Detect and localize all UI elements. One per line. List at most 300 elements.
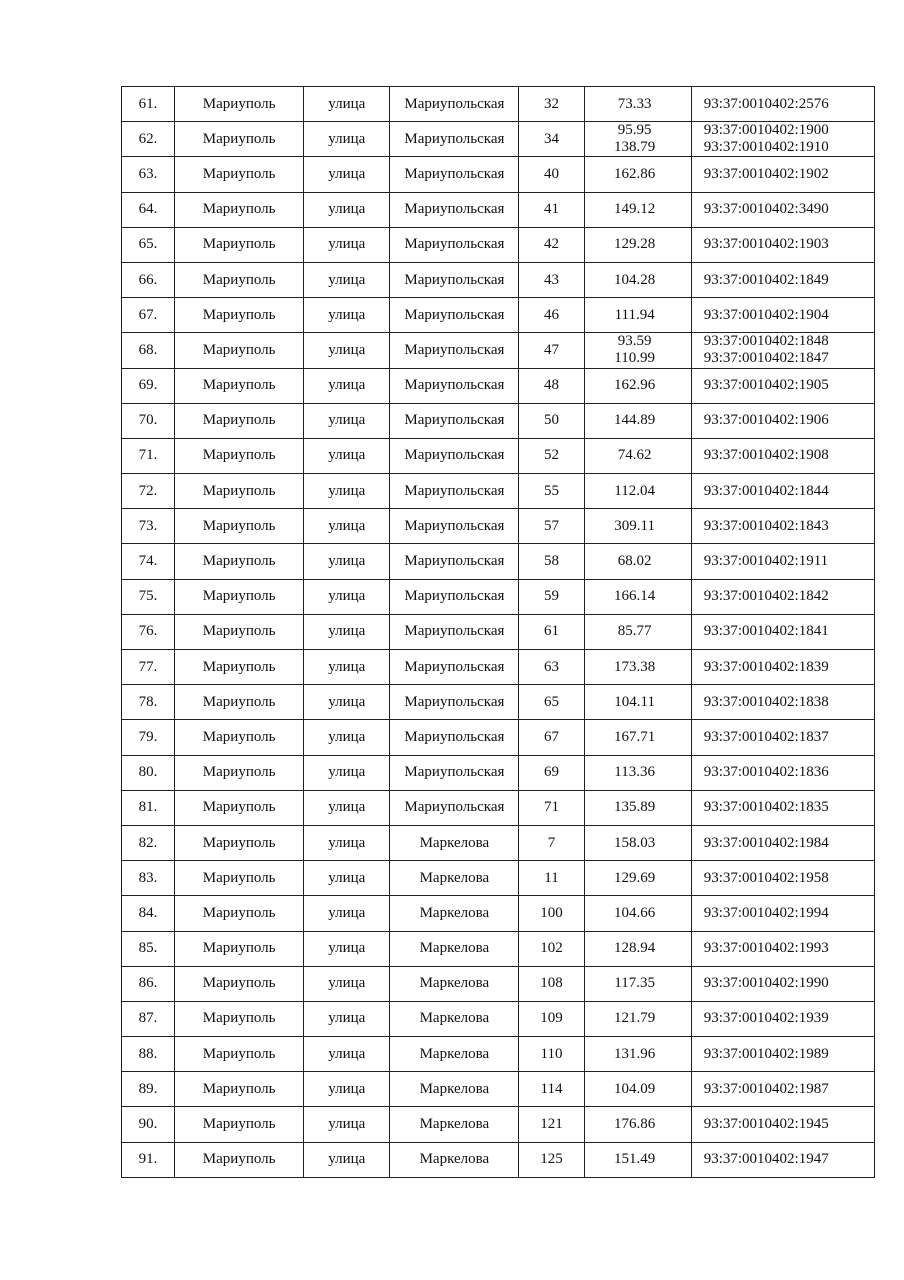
city-cell: Мариуполь	[175, 685, 304, 720]
street-name-cell: Мариупольская	[390, 474, 519, 509]
table-row	[122, 1142, 875, 1177]
cadastral-number-cell	[691, 544, 874, 579]
cadastral-number-cell	[691, 122, 874, 157]
area-cell	[584, 157, 691, 192]
street-name-cell: Мариупольская	[390, 755, 519, 790]
house-number-cell: 42	[519, 227, 584, 262]
area-cell	[584, 896, 691, 931]
city-cell: Мариуполь	[175, 1001, 304, 1036]
city-cell: Мариуполь	[175, 720, 304, 755]
area-value: 68.02	[617, 553, 652, 570]
table-row	[122, 720, 875, 755]
city-cell: Мариуполь	[175, 861, 304, 896]
row-number-cell: 70.	[122, 403, 175, 438]
street-type-cell: улица	[304, 438, 390, 473]
area-value: 309.11	[614, 517, 655, 534]
row-number-cell: 66.	[122, 262, 175, 297]
cadastral-number-cell	[691, 368, 874, 403]
area-cell	[584, 755, 691, 790]
house-number-cell: 125	[519, 1142, 584, 1177]
house-number-cell: 47	[519, 333, 584, 368]
row-number-cell: 76.	[122, 614, 175, 649]
house-number-cell: 55	[519, 474, 584, 509]
cadastral-number: 93:37:0010402:1947	[703, 1151, 829, 1168]
cadastral-number: 93:37:0010402:1910	[703, 139, 829, 156]
street-name-cell: Мариупольская	[390, 157, 519, 192]
street-type-cell: улица	[304, 403, 390, 438]
table-row	[122, 614, 875, 649]
row-number-cell: 62.	[122, 122, 175, 157]
cadastral-number: 93:37:0010402:1908	[703, 447, 829, 464]
street-type-cell: улица	[304, 544, 390, 579]
cadastral-number-cell	[691, 227, 874, 262]
house-number-cell: 40	[519, 157, 584, 192]
street-name-cell: Мариупольская	[390, 544, 519, 579]
table-row	[122, 368, 875, 403]
city-cell: Мариуполь	[175, 227, 304, 262]
area-cell	[584, 650, 691, 685]
cadastral-number-cell	[691, 509, 874, 544]
cadastral-number-cell	[691, 157, 874, 192]
cadastral-number-cell	[691, 825, 874, 860]
city-cell: Мариуполь	[175, 614, 304, 649]
table-row	[122, 403, 875, 438]
street-name-cell: Мариупольская	[390, 87, 519, 122]
street-name-cell: Мариупольская	[390, 333, 519, 368]
street-name-cell: Мариупольская	[390, 579, 519, 614]
cadastral-number-cell	[691, 262, 874, 297]
cadastral-number: 93:37:0010402:1841	[703, 623, 829, 640]
street-type-cell: улица	[304, 474, 390, 509]
street-type-cell: улица	[304, 650, 390, 685]
table-body	[122, 87, 875, 1178]
table-row	[122, 122, 875, 157]
cadastral-number-cell	[691, 650, 874, 685]
cadastral-number-cell	[691, 931, 874, 966]
city-cell: Мариуполь	[175, 650, 304, 685]
house-number-cell: 50	[519, 403, 584, 438]
street-type-cell: улица	[304, 1142, 390, 1177]
table-row	[122, 1107, 875, 1142]
city-cell: Мариуполь	[175, 403, 304, 438]
street-type-cell: улица	[304, 509, 390, 544]
city-cell: Мариуполь	[175, 1037, 304, 1072]
area-cell	[584, 931, 691, 966]
table-row	[122, 966, 875, 1001]
row-number-cell: 79.	[122, 720, 175, 755]
row-number-cell: 86.	[122, 966, 175, 1001]
street-name-cell: Мариупольская	[390, 790, 519, 825]
area-cell	[584, 1142, 691, 1177]
area-value: 104.28	[614, 271, 656, 288]
table-row	[122, 755, 875, 790]
area-cell	[584, 1072, 691, 1107]
house-number-cell: 11	[519, 861, 584, 896]
street-name-cell: Маркелова	[390, 1142, 519, 1177]
area-cell	[584, 122, 691, 157]
cadastral-number-cell	[691, 685, 874, 720]
row-number-cell: 78.	[122, 685, 175, 720]
area-value: 104.09	[614, 1080, 656, 1097]
street-type-cell: улица	[304, 931, 390, 966]
row-number-cell: 63.	[122, 157, 175, 192]
city-cell: Мариуполь	[175, 544, 304, 579]
street-type-cell: улица	[304, 1001, 390, 1036]
street-name-cell: Мариупольская	[390, 403, 519, 438]
city-cell: Мариуполь	[175, 87, 304, 122]
table-row	[122, 650, 875, 685]
street-name-cell: Маркелова	[390, 1107, 519, 1142]
city-cell: Мариуполь	[175, 262, 304, 297]
street-name-cell: Мариупольская	[390, 227, 519, 262]
area-cell	[584, 861, 691, 896]
street-type-cell: улица	[304, 368, 390, 403]
area-cell	[584, 685, 691, 720]
table-row	[122, 1001, 875, 1036]
street-name-cell: Маркелова	[390, 931, 519, 966]
street-name-cell: Мариупольская	[390, 614, 519, 649]
house-number-cell: 100	[519, 896, 584, 931]
table-row	[122, 1072, 875, 1107]
street-name-cell: Мариупольская	[390, 509, 519, 544]
cadastral-number: 93:37:0010402:1835	[703, 799, 829, 816]
cadastral-number: 93:37:0010402:1900	[703, 122, 829, 139]
cadastral-number-cell	[691, 966, 874, 1001]
street-name-cell: Мариупольская	[390, 262, 519, 297]
table-row	[122, 790, 875, 825]
city-cell: Мариуполь	[175, 192, 304, 227]
cadastral-number: 93:37:0010402:1911	[703, 553, 829, 570]
house-number-cell: 52	[519, 438, 584, 473]
area-cell	[584, 579, 691, 614]
area-value: 129.28	[614, 236, 656, 253]
row-number-cell: 88.	[122, 1037, 175, 1072]
area-cell	[584, 298, 691, 333]
house-number-cell: 108	[519, 966, 584, 1001]
area-cell	[584, 790, 691, 825]
city-cell: Мариуполь	[175, 1142, 304, 1177]
house-number-cell: 43	[519, 262, 584, 297]
table-row	[122, 1037, 875, 1072]
cadastral-number: 93:37:0010402:1836	[703, 764, 829, 781]
cadastral-number-cell	[691, 1037, 874, 1072]
area-cell	[584, 403, 691, 438]
city-cell: Мариуполь	[175, 579, 304, 614]
area-cell	[584, 227, 691, 262]
area-cell	[584, 1107, 691, 1142]
area-value: 104.66	[614, 904, 656, 921]
city-cell: Мариуполь	[175, 1072, 304, 1107]
house-number-cell: 109	[519, 1001, 584, 1036]
city-cell: Мариуполь	[175, 966, 304, 1001]
street-type-cell: улица	[304, 262, 390, 297]
cadastral-number: 93:37:0010402:1939	[703, 1010, 829, 1027]
area-value: 135.89	[614, 799, 656, 816]
table-row	[122, 192, 875, 227]
cadastral-number: 93:37:0010402:1843	[703, 517, 829, 534]
cadastral-number: 93:37:0010402:3490	[703, 201, 829, 218]
house-number-cell: 63	[519, 650, 584, 685]
cadastral-number: 93:37:0010402:1838	[703, 693, 829, 710]
city-cell: Мариуполь	[175, 1107, 304, 1142]
row-number-cell: 80.	[122, 755, 175, 790]
house-number-cell: 71	[519, 790, 584, 825]
cadastral-number-cell	[691, 1142, 874, 1177]
area-value: 151.49	[614, 1151, 656, 1168]
area-value: 113.36	[614, 764, 655, 781]
row-number-cell: 67.	[122, 298, 175, 333]
street-type-cell: улица	[304, 720, 390, 755]
city-cell: Мариуполь	[175, 368, 304, 403]
cadastral-number: 93:37:0010402:1987	[703, 1080, 829, 1097]
street-type-cell: улица	[304, 1072, 390, 1107]
cadastral-number-cell	[691, 614, 874, 649]
cadastral-number: 93:37:0010402:1847	[703, 350, 829, 367]
city-cell: Мариуполь	[175, 157, 304, 192]
house-number-cell: 7	[519, 825, 584, 860]
cadastral-number: 93:37:0010402:1904	[703, 306, 829, 323]
row-number-cell: 61.	[122, 87, 175, 122]
row-number-cell: 81.	[122, 790, 175, 825]
cadastral-number-cell	[691, 333, 874, 368]
cadastral-number-cell	[691, 1107, 874, 1142]
area-value: 167.71	[614, 728, 656, 745]
cadastral-number-cell	[691, 896, 874, 931]
street-name-cell: Маркелова	[390, 966, 519, 1001]
cadastral-number: 93:37:0010402:1848	[703, 333, 829, 350]
house-number-cell: 41	[519, 192, 584, 227]
row-number-cell: 74.	[122, 544, 175, 579]
row-number-cell: 73.	[122, 509, 175, 544]
area-cell	[584, 544, 691, 579]
area-cell	[584, 192, 691, 227]
house-number-cell: 61	[519, 614, 584, 649]
area-cell	[584, 368, 691, 403]
house-number-cell: 114	[519, 1072, 584, 1107]
cadastral-number: 93:37:0010402:1958	[703, 869, 829, 886]
city-cell: Мариуполь	[175, 333, 304, 368]
area-value: 173.38	[614, 658, 656, 675]
table-row	[122, 685, 875, 720]
street-type-cell: улица	[304, 157, 390, 192]
table-row	[122, 298, 875, 333]
table-row	[122, 262, 875, 297]
cadastral-number: 93:37:0010402:1903	[703, 236, 829, 253]
street-name-cell: Маркелова	[390, 896, 519, 931]
area-value: 162.96	[614, 377, 656, 394]
house-number-cell: 32	[519, 87, 584, 122]
area-cell	[584, 825, 691, 860]
row-number-cell: 84.	[122, 896, 175, 931]
cadastral-number: 93:37:0010402:1837	[703, 728, 829, 745]
table-row	[122, 509, 875, 544]
street-name-cell: Мариупольская	[390, 192, 519, 227]
city-cell: Мариуполь	[175, 825, 304, 860]
street-type-cell: улица	[304, 1037, 390, 1072]
area-value: 144.89	[614, 412, 656, 429]
row-number-cell: 82.	[122, 825, 175, 860]
street-type-cell: улица	[304, 825, 390, 860]
row-number-cell: 72.	[122, 474, 175, 509]
area-value: 93.59	[617, 333, 652, 350]
street-name-cell: Мариупольская	[390, 438, 519, 473]
area-value: 117.35	[614, 975, 655, 992]
area-value: 131.96	[614, 1045, 656, 1062]
row-number-cell: 91.	[122, 1142, 175, 1177]
area-cell	[584, 262, 691, 297]
area-cell	[584, 333, 691, 368]
street-type-cell: улица	[304, 685, 390, 720]
street-type-cell: улица	[304, 298, 390, 333]
area-cell	[584, 966, 691, 1001]
cadastral-number-cell	[691, 1001, 874, 1036]
row-number-cell: 83.	[122, 861, 175, 896]
row-number-cell: 69.	[122, 368, 175, 403]
cadastral-number-cell	[691, 755, 874, 790]
area-cell	[584, 614, 691, 649]
house-number-cell: 69	[519, 755, 584, 790]
cadastral-number: 93:37:0010402:1989	[703, 1045, 829, 1062]
area-value: 73.33	[617, 95, 652, 112]
street-type-cell: улица	[304, 227, 390, 262]
area-value: 162.86	[614, 165, 656, 182]
row-number-cell: 89.	[122, 1072, 175, 1107]
house-number-cell: 121	[519, 1107, 584, 1142]
city-cell: Мариуполь	[175, 755, 304, 790]
table-row	[122, 157, 875, 192]
city-cell: Мариуполь	[175, 438, 304, 473]
row-number-cell: 77.	[122, 650, 175, 685]
table-row	[122, 474, 875, 509]
row-number-cell: 90.	[122, 1107, 175, 1142]
cadastral-number-cell	[691, 579, 874, 614]
cadastral-number: 93:37:0010402:1906	[703, 412, 829, 429]
cadastral-number-cell	[691, 403, 874, 438]
street-type-cell: улица	[304, 966, 390, 1001]
area-value: 111.94	[614, 306, 655, 323]
house-number-cell: 67	[519, 720, 584, 755]
cadastral-number: 93:37:0010402:1902	[703, 165, 829, 182]
street-type-cell: улица	[304, 122, 390, 157]
area-cell	[584, 1037, 691, 1072]
area-cell	[584, 509, 691, 544]
cadastral-number: 93:37:0010402:1993	[703, 940, 829, 957]
city-cell: Мариуполь	[175, 298, 304, 333]
table-row	[122, 544, 875, 579]
street-name-cell: Мариупольская	[390, 298, 519, 333]
city-cell: Мариуполь	[175, 474, 304, 509]
table-row	[122, 579, 875, 614]
row-number-cell: 64.	[122, 192, 175, 227]
cadastral-number-cell	[691, 1072, 874, 1107]
area-cell	[584, 720, 691, 755]
area-value: 95.95	[617, 122, 652, 139]
table-row	[122, 333, 875, 368]
property-register-table	[121, 86, 875, 1178]
street-name-cell: Мариупольская	[390, 122, 519, 157]
area-value: 104.11	[614, 693, 655, 710]
house-number-cell: 110	[519, 1037, 584, 1072]
street-type-cell: улица	[304, 755, 390, 790]
cadastral-number-cell	[691, 298, 874, 333]
house-number-cell: 59	[519, 579, 584, 614]
table-row	[122, 438, 875, 473]
street-name-cell: Маркелова	[390, 1001, 519, 1036]
house-number-cell: 65	[519, 685, 584, 720]
row-number-cell: 65.	[122, 227, 175, 262]
row-number-cell: 85.	[122, 931, 175, 966]
table-row	[122, 227, 875, 262]
area-value: 112.04	[614, 482, 655, 499]
table-row	[122, 87, 875, 122]
street-name-cell: Мариупольская	[390, 720, 519, 755]
street-type-cell: улица	[304, 192, 390, 227]
street-type-cell: улица	[304, 87, 390, 122]
cadastral-number: 93:37:0010402:1984	[703, 834, 829, 851]
city-cell: Мариуполь	[175, 896, 304, 931]
area-value: 128.94	[614, 940, 656, 957]
house-number-cell: 48	[519, 368, 584, 403]
area-cell	[584, 87, 691, 122]
area-cell	[584, 1001, 691, 1036]
street-name-cell: Маркелова	[390, 1072, 519, 1107]
cadastral-number-cell	[691, 438, 874, 473]
row-number-cell: 71.	[122, 438, 175, 473]
row-number-cell: 87.	[122, 1001, 175, 1036]
table-row	[122, 931, 875, 966]
cadastral-number-cell	[691, 192, 874, 227]
street-type-cell: улица	[304, 790, 390, 825]
cadastral-number: 93:37:0010402:1839	[703, 658, 829, 675]
house-number-cell: 57	[519, 509, 584, 544]
cadastral-number-cell	[691, 720, 874, 755]
cadastral-number-cell	[691, 861, 874, 896]
cadastral-number-cell	[691, 474, 874, 509]
house-number-cell: 58	[519, 544, 584, 579]
cadastral-number: 93:37:0010402:1990	[703, 975, 829, 992]
house-number-cell: 34	[519, 122, 584, 157]
area-value: 110.99	[614, 350, 655, 367]
house-number-cell: 46	[519, 298, 584, 333]
area-value: 166.14	[614, 588, 656, 605]
cadastral-number: 93:37:0010402:1844	[703, 482, 829, 499]
street-name-cell: Маркелова	[390, 825, 519, 860]
street-name-cell: Маркелова	[390, 1037, 519, 1072]
cadastral-number: 93:37:0010402:1994	[703, 904, 829, 921]
area-value: 129.69	[614, 869, 656, 886]
city-cell: Мариуполь	[175, 790, 304, 825]
city-cell: Мариуполь	[175, 931, 304, 966]
cadastral-number: 93:37:0010402:1945	[703, 1116, 829, 1133]
cadastral-number: 93:37:0010402:2576	[703, 95, 829, 112]
street-type-cell: улица	[304, 861, 390, 896]
street-name-cell: Мариупольская	[390, 650, 519, 685]
row-number-cell: 68.	[122, 333, 175, 368]
street-name-cell: Мариупольская	[390, 368, 519, 403]
table-row	[122, 861, 875, 896]
cadastral-number: 93:37:0010402:1849	[703, 271, 829, 288]
street-name-cell: Маркелова	[390, 861, 519, 896]
area-cell	[584, 474, 691, 509]
street-type-cell: улица	[304, 896, 390, 931]
area-value: 121.79	[614, 1010, 656, 1027]
row-number-cell: 75.	[122, 579, 175, 614]
cadastral-number-cell	[691, 87, 874, 122]
area-value: 74.62	[617, 447, 652, 464]
street-type-cell: улица	[304, 333, 390, 368]
cadastral-number: 93:37:0010402:1905	[703, 377, 829, 394]
table-row	[122, 896, 875, 931]
